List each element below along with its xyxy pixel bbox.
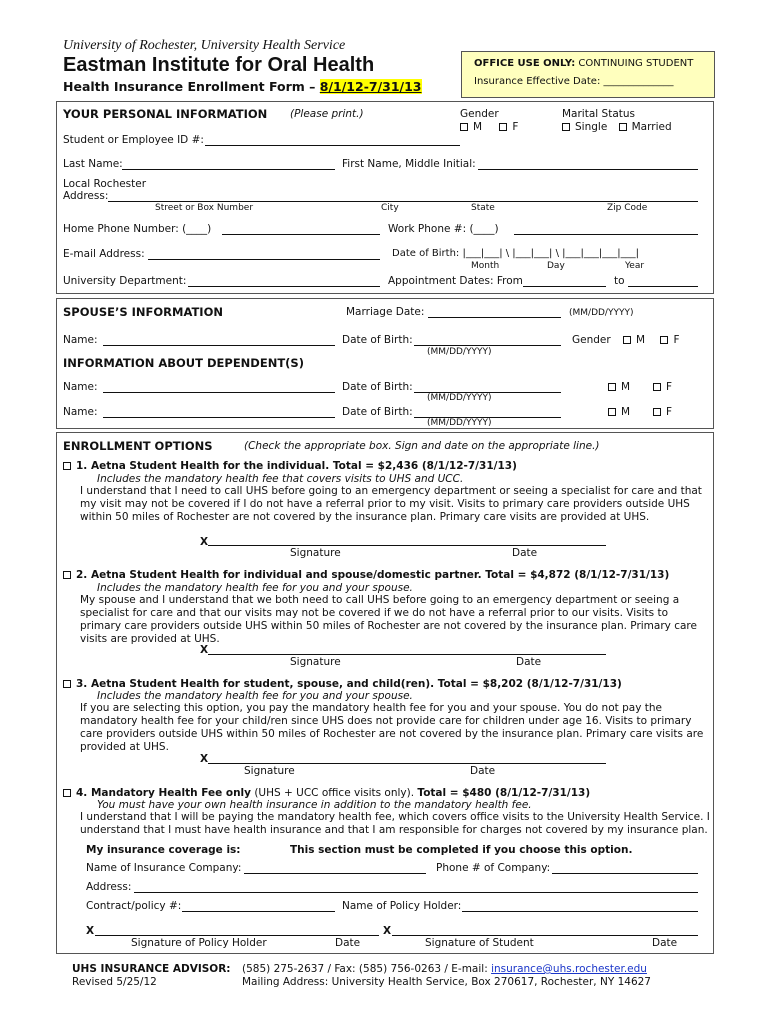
effective-date: Insurance Effective Date: ______________ [474, 76, 674, 87]
appointment-from-field[interactable] [523, 286, 606, 287]
advisor-label: UHS INSURANCE ADVISOR: [72, 963, 231, 975]
marriage-date-field[interactable] [428, 317, 561, 318]
personal-heading: YOUR PERSONAL INFORMATION [63, 107, 268, 121]
address-field[interactable] [108, 201, 698, 202]
revised-date: Revised 5/25/12 [72, 976, 157, 988]
policy-number-field[interactable] [182, 911, 335, 912]
student-signature-line[interactable] [392, 935, 698, 936]
appointment-to-field[interactable] [628, 286, 698, 287]
option3-body: If you are selecting this option, you pay the mandatory health fee for you and your spouse. You do not pay the mandatory health fee for your child/ren since UHS does not provide care for children under age 16. Visits to primary care providers outside UHS within 50 miles of Rochester are not covered by the insurance plan. Primary care visits are provided at UHS. [80, 702, 704, 753]
email-field[interactable] [148, 259, 380, 260]
dep1-m-checkbox[interactable] [608, 383, 616, 391]
last-name-field[interactable] [122, 169, 335, 170]
spouse-name-field[interactable] [103, 345, 335, 346]
option1-signature-line[interactable] [208, 545, 606, 546]
insurance-company-field[interactable] [244, 873, 426, 874]
option4-checkbox[interactable] [63, 789, 71, 797]
marital-options: Single Married [562, 121, 672, 133]
option1-title: 1. Aetna Student Health for the individual. Total = $2,436 (8/1/12-7/31/13) [63, 460, 517, 472]
option1-checkbox[interactable] [63, 462, 71, 470]
company-phone-field[interactable] [552, 873, 698, 874]
work-phone-field[interactable] [514, 234, 698, 235]
option3-signature-line[interactable] [208, 763, 606, 764]
married-checkbox[interactable] [619, 123, 627, 131]
option4-body: I understand that I will be paying the mandatory health fee, which covers office visits to the University Health Service. I understand that I must have health insurance and that I am responsible for charges not covered by my insurance plan. [80, 811, 710, 836]
home-phone-field[interactable] [222, 234, 380, 235]
form-subtitle: Health Insurance Enrollment Form – 8/1/12-7/31/13 [63, 79, 422, 94]
spouse-gender-m-checkbox[interactable] [623, 336, 631, 344]
option4-title: 4. Mandatory Health Fee only (UHS + UCC office visits only). Total = $480 (8/1/12-7/31/13) [63, 787, 590, 799]
dob-field[interactable]: Date of Birth: |___|___| \ |___|___| \ |___|___|___|___| [392, 248, 639, 259]
spouse-gender: Gender M F [572, 334, 680, 346]
option1-body: I understand that I need to call UHS before going to an emergency department or seeing a specialist for care and that my visit may not be covered if I do not have a referral prior to my visit. Visits to primary care providers outside UHS within 50 miles of Rochester are not covered by the insurance plan. Primary care visits are provided at UHS. [80, 485, 702, 523]
dependent1-name-field[interactable] [103, 392, 335, 393]
holder-signature-line[interactable] [95, 935, 379, 936]
mailing-address: Mailing Address: University Health Service, Box 270617, Rochester, NY 14627 [242, 976, 651, 988]
org-name: University of Rochester, University Health Service [63, 38, 346, 53]
gender-f-checkbox[interactable] [499, 123, 507, 131]
coverage-dates: 8/1/12-7/31/13 [319, 79, 422, 94]
single-checkbox[interactable] [562, 123, 570, 131]
gender-options: M F [460, 121, 518, 133]
dep2-f-checkbox[interactable] [653, 408, 661, 416]
option2-title: 2. Aetna Student Health for individual and spouse/domestic partner. Total = $4,872 (8/1/12-7/31/13) [63, 569, 669, 581]
option3-title: 3. Aetna Student Health for student, spouse, and child(ren). Total = $8,202 (8/1/12-7/31/13) [63, 678, 622, 690]
department-field[interactable] [188, 286, 380, 287]
policy-holder-field[interactable] [462, 911, 698, 912]
insurance-address-field[interactable] [134, 892, 698, 893]
page-title: Eastman Institute for Oral Health [63, 54, 375, 76]
spouse-dob-field[interactable] [414, 345, 561, 346]
gender-m-checkbox[interactable] [460, 123, 468, 131]
spouse-gender-f-checkbox[interactable] [660, 336, 668, 344]
office-use-box: OFFICE USE ONLY: CONTINUING STUDENT Insurance Effective Date: ______________ [461, 51, 715, 98]
option2-checkbox[interactable] [63, 571, 71, 579]
first-name-field[interactable] [478, 169, 698, 170]
dep2-m-checkbox[interactable] [608, 408, 616, 416]
contact-info: (585) 275-2637 / Fax: (585) 756-0263 / E-mail: insurance@uhs.rochester.edu [242, 963, 647, 975]
id-field[interactable] [205, 145, 460, 146]
option2-body: My spouse and I understand that we both need to call UHS before going to an emergency department or seeing a specialist for care and that our visits may not be covered if we do not have a referral prior to our visits. Visits to primary care providers outside UHS within 50 miles of Rochester are not covered by the insurance plan. Primary care visits are provided at UHS. [80, 594, 697, 645]
option3-checkbox[interactable] [63, 680, 71, 688]
dep1-f-checkbox[interactable] [653, 383, 661, 391]
dependent2-name-field[interactable] [103, 417, 335, 418]
option2-signature-line[interactable] [208, 654, 606, 655]
email-link[interactable]: insurance@uhs.rochester.edu [491, 963, 647, 975]
